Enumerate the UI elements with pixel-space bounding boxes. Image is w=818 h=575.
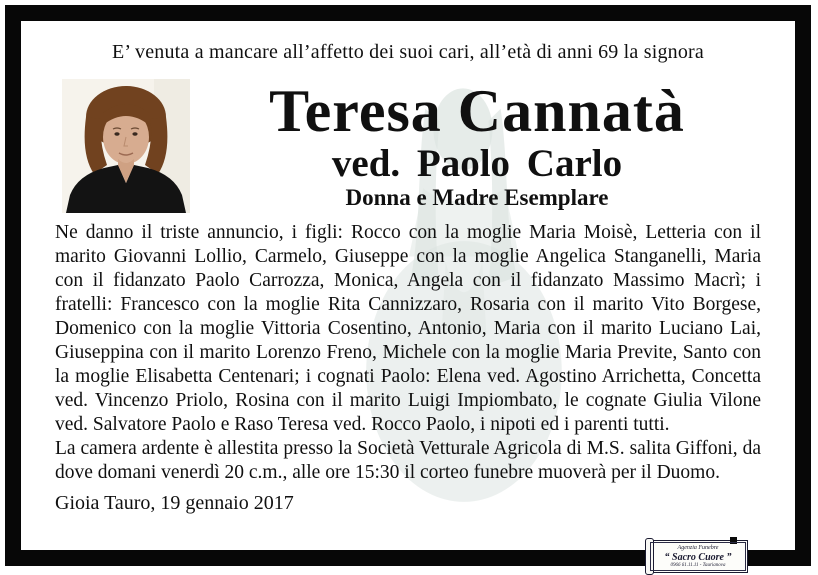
portrait-photo [62, 79, 190, 213]
intro-line: E’ venuta a mancare all’affetto dei suoi cari, all’età di anni 69 la signora [112, 41, 704, 63]
stamp-agency-name: “ Sacro Cuore ” [664, 552, 732, 563]
wake-paragraph: La camera ardente è allestita presso la Società Vetturale Agricola di M.S. salita Giffoni, da dove domani venerdì 20 c.m., alle ore 15:30 il corteo funebre muoverà per il Duomo. [55, 438, 761, 483]
announcement-paragraph: Ne danno il triste annuncio, i figli: Rocco con la moglie Maria Moisè, Letteria con il marito Giovanni Lollio, Carmelo, Giuseppe con la moglie Angelica Stanganelli, Maria con il fidanzato Paolo Carrozza, Monica, Angela con il fidanzato Massimo Macrì; i fratelli: Francesco con la moglie Rita Cannizzaro, Rosaria con il marito Vito Borgese, Domenico con la moglie Vittoria Cosentino, Antonio, Maria con il marito Luciano Lai, Giuseppina con il marito Lorenzo Freno, Michele con la moglie Maria Previte, Santo con la moglie Elisabetta Centenari; i cognati Paolo: Elena ved. Agostino Arrichetta, Concetta ved. Vincenzo Priolo, Rosina con il marito Luigi Impiombato, le cognate Giulia Vilone ved. Salvatore Paolo e Raso Teresa ved. Rocco Paolo, i nipoti ed i parenti tutti. [55, 222, 761, 435]
notice-content [21, 21, 795, 550]
dateline: Gioia Tauro, 19 gennaio 2017 [55, 492, 294, 514]
stamp-agency-type: Agenzia Funebre [677, 545, 719, 551]
epithet-line: Donna e Madre Esemplare [345, 185, 609, 210]
agency-stamp [648, 540, 748, 573]
header-row [55, 79, 761, 216]
widow-line: ved. Paolo Carlo [331, 142, 623, 185]
title-block [193, 79, 761, 211]
deceased-name: Teresa Cannatà [269, 78, 685, 144]
stamp-inner [650, 542, 746, 571]
body-text [55, 221, 761, 485]
stamp-agency-contact: 0966 61.11.11 - Taurianova [670, 563, 726, 568]
